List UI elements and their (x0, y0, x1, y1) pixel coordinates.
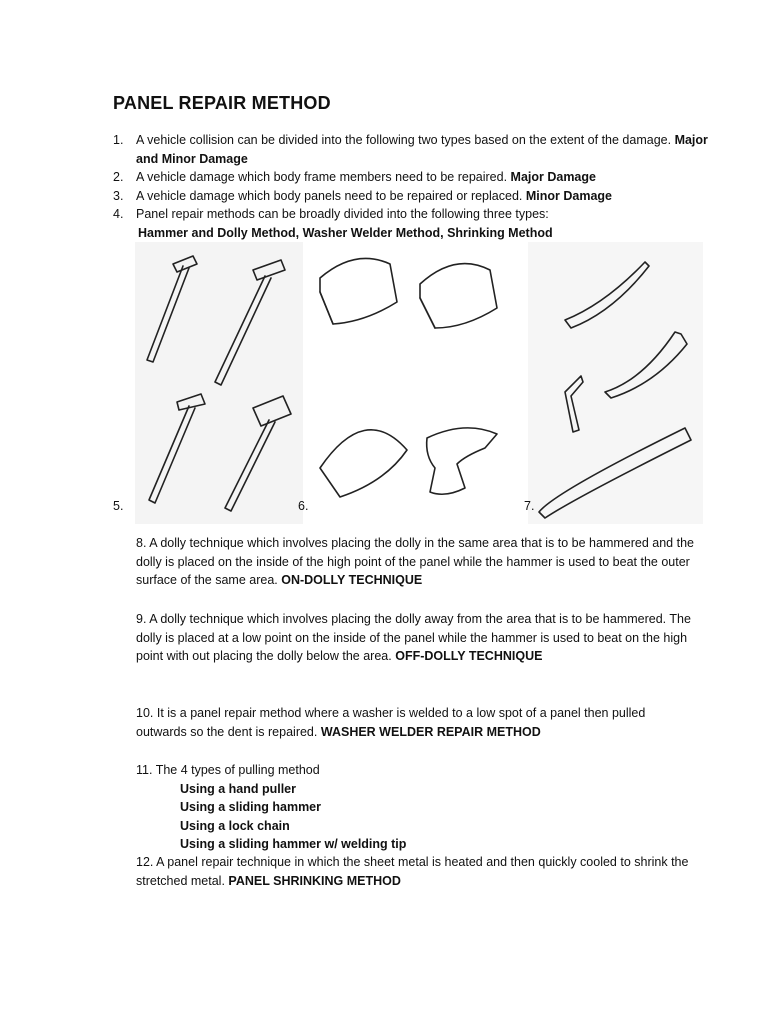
item-number: 2. (113, 170, 124, 184)
list-item (113, 131, 713, 168)
item-text: A vehicle damage which body panels need to be repaired or replaced. (136, 188, 523, 203)
list-item (113, 168, 713, 187)
tools-illustration (135, 242, 703, 524)
pulling-method-item: Using a sliding hammer (180, 800, 322, 814)
tools-drawing (135, 242, 703, 524)
question-9 (136, 610, 696, 666)
question-answer: ON-DOLLY TECHNIQUE (281, 573, 423, 587)
item-answer: Minor Damage (525, 188, 612, 203)
dolly-icon (427, 428, 497, 494)
pulling-method-item: Using a hand puller (180, 781, 296, 796)
question-12 (136, 853, 696, 890)
question-text: 11. The 4 types of pulling method (136, 763, 320, 777)
question-answer: WASHER WELDER REPAIR METHOD (320, 724, 541, 739)
list-item (113, 205, 713, 224)
question-8 (136, 534, 696, 590)
question-10 (136, 704, 696, 741)
dolly-icon (320, 430, 407, 497)
item-text: A vehicle collision can be divided into the following two types based on the extent of the damage. (136, 133, 672, 147)
figure-number: 6. (298, 499, 309, 513)
page-title: PANEL REPAIR METHOD (113, 93, 331, 113)
figure-number: 5. (113, 499, 124, 513)
question-text: 9. A dolly technique which involves placing the dolly away from the area that is to be hammered. The dolly is placed at a low point on the inside of the panel while the hammer is used to beat on the high point with out placing the dolly below the area. (136, 612, 691, 663)
question-answer: PANEL SHRINKING METHOD (228, 873, 401, 888)
item-answer: Major Damage (510, 170, 596, 184)
dolly-icon (320, 258, 397, 324)
pulling-method-item: Using a sliding hammer w/ welding tip (180, 837, 407, 851)
question-text: 8. A dolly technique which involves placing the dolly in the same area that is to be hammered and the dolly is placed on the inside of the high point of the panel while the hammer is used to beat the outer surface of the same area. (136, 536, 694, 587)
question-answer: OFF-DOLLY TECHNIQUE (395, 649, 543, 663)
pulling-method-item: Using a lock chain (180, 818, 290, 833)
item-number: 3. (113, 188, 124, 203)
item-answer: Major and Minor Damage (136, 133, 708, 166)
item-text: Panel repair methods can be broadly divided into the following three types: (136, 207, 549, 221)
item-text: A vehicle damage which body frame members need to be repaired. (136, 170, 508, 184)
question-11 (136, 761, 696, 854)
question-text: 10. It is a panel repair method where a washer is welded to a low spot of a panel then pulled outwards so the dent is repaired. (136, 706, 646, 739)
item-number: 4. (113, 207, 124, 221)
repair-method-types: Hammer and Dolly Method, Washer Welder Method, Shrinking Method (138, 225, 553, 240)
dolly-icon (420, 264, 497, 328)
list-item (113, 187, 713, 206)
question-text: 12. A panel repair technique in which the sheet metal is heated and then quickly cooled to shrink the stretched metal. (136, 855, 689, 888)
item-number: 1. (113, 133, 124, 147)
question-list (113, 131, 713, 242)
figure-number: 7. (524, 499, 535, 513)
